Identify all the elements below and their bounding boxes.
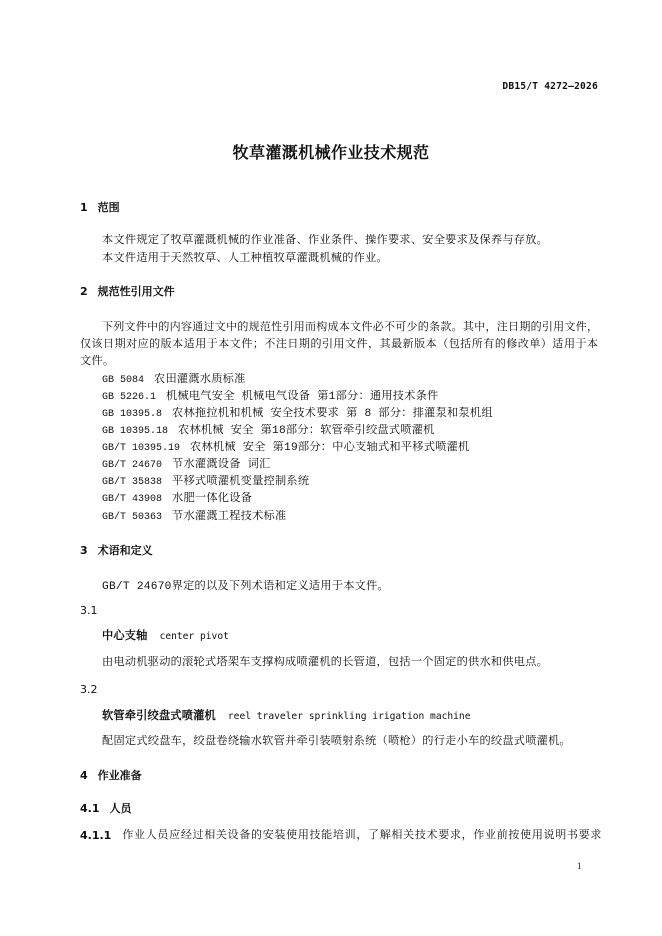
reference-item [102, 441, 470, 455]
subsection-4-1-heading [80, 802, 132, 816]
term-entry-title [102, 629, 229, 643]
term-chinese: 软管牵引绞盘式喷灌机 [102, 709, 216, 722]
section-4-title: 作业准备 [97, 769, 142, 782]
section-2-number: 2 [80, 285, 88, 298]
terms-intro: GB/T 24670界定的以及下列术语和定义适用于本文件。 [102, 581, 389, 593]
reference-code: GB/T 50363 [102, 512, 163, 523]
term-chinese: 中心支轴 [102, 629, 148, 642]
reference-name: 农田灌溉水质标准 [154, 374, 246, 386]
reference-name: 水肥一体化设备 [172, 493, 253, 505]
reference-item [102, 390, 439, 404]
term-definition: 由电动机驱动的滚轮式塔架车支撑构成喷灌机的长管道，包括一个固定的供水和供电点。 [102, 657, 549, 669]
subsection-4-1-number: 4.1 [80, 802, 100, 815]
reference-code: GB/T 35838 [102, 477, 163, 488]
section-1-heading [80, 201, 120, 215]
reference-name: 农林拖拉机和机械 安全技术要求 第 8 部分：排灌泵和泵机组 [172, 408, 493, 420]
section-2-heading [80, 285, 175, 299]
references-intro-line-3: 文件。 [80, 356, 115, 368]
reference-name: 农林机械 安全 第18部分：软管牵引绞盘式喷灌机 [178, 425, 435, 437]
reference-item [102, 492, 252, 506]
subsection-4-1-title: 人员 [109, 802, 132, 815]
reference-item [102, 458, 270, 472]
term-english: center pivot [159, 631, 229, 642]
section-3-title: 术语和定义 [97, 544, 153, 557]
reference-code: GB 5226.1 [102, 392, 157, 403]
term-english: reel traveler sprinkling irigation machine [227, 711, 471, 722]
document-number: DB15/T 4272—2026 [502, 81, 598, 92]
references-intro-line-2: 仅该日期对应的版本适用于本文件；不注日期的引用文件，其最新版本（包括所有的修改单）适用于本 [80, 339, 598, 351]
reference-name: 农林机械 安全 第19部分：中心支轴式和平移式喷灌机 [190, 442, 470, 454]
clause-text: 作业人员应经过相关设备的安装使用技能培训，了解相关技术要求，作业前按使用说明书要求 [122, 830, 602, 842]
term-entry-title [102, 709, 470, 723]
reference-code: GB/T 24670 [102, 460, 163, 471]
reference-code: GB 10395.18 [102, 426, 169, 437]
scope-paragraph-2: 本文件适用于天然牧草、人工种植牧草灌溉机械的作业。 [102, 253, 388, 265]
section-4-number: 4 [80, 769, 88, 782]
references-intro-line-1: 下列文件中的内容通过文中的规范性引用而构成本文件必不可少的条款。其中，注日期的引用文件， [102, 322, 598, 334]
page-number: 1 [577, 861, 582, 871]
reference-item [102, 510, 286, 524]
reference-item [102, 407, 493, 421]
reference-name: 节水灌溉工程技术标准 [172, 511, 287, 523]
reference-name: 节水灌溉设备 词汇 [172, 459, 271, 471]
reference-code: GB/T 10395.19 [102, 443, 181, 454]
reference-name: 平移式喷灌机变量控制系统 [172, 476, 310, 488]
term-number: 3.1 [80, 604, 98, 617]
section-1-number: 1 [80, 201, 88, 214]
section-3-number: 3 [80, 544, 88, 557]
reference-item [102, 475, 309, 489]
section-1-title: 范围 [97, 201, 120, 214]
term-definition: 配固定式绞盘车，绞盘卷绕输水软管并牵引装喷射系统（喷枪）的行走小车的绞盘式喷灌机。 [102, 736, 571, 748]
reference-name: 机械电气安全 机械电气设备 第1部分：通用技术条件 [166, 391, 439, 403]
clause-4-1-1 [80, 829, 601, 843]
reference-code: GB/T 43908 [102, 494, 163, 505]
reference-item [102, 424, 435, 438]
scope-paragraph-1: 本文件规定了牧草灌溉机械的作业准备、作业条件、操作要求、安全要求及保养与存放。 [102, 235, 549, 247]
document-title: 牧草灌溉机械作业技术规范 [232, 143, 430, 162]
reference-code: GB 5084 [102, 375, 145, 386]
section-4-heading [80, 769, 142, 783]
clause-number: 4.1.1 [80, 829, 112, 842]
section-3-heading [80, 544, 153, 558]
term-number: 3.2 [80, 683, 98, 696]
reference-code: GB 10395.8 [102, 409, 163, 420]
reference-item [102, 373, 246, 387]
section-2-title: 规范性引用文件 [97, 285, 175, 298]
